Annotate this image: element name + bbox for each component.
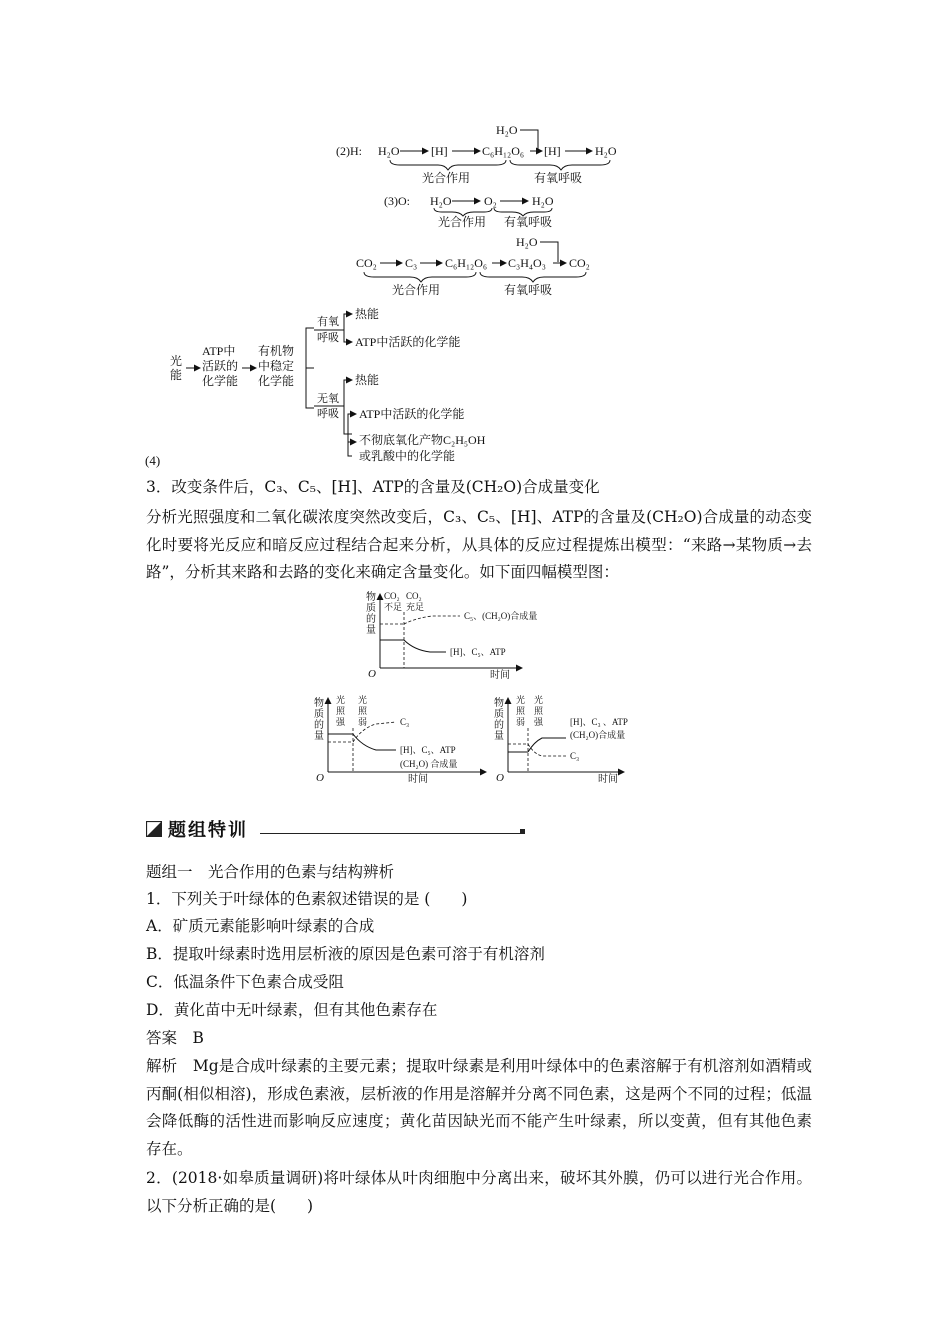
g3-top1: 弱 [516, 717, 526, 727]
g1-ylabel: 物 [366, 592, 376, 603]
eqc-item: CO₂ [356, 256, 377, 270]
eq3-label-photosynthesis: 光合作用 [438, 215, 487, 229]
section-rule [260, 833, 522, 834]
section3-title: 3．改变条件后，C₃、C₅、[H]、ATP的含量及(CH₂O)合成量变化 [146, 478, 600, 496]
graph-light-weak-to-strong [490, 692, 650, 786]
analysis-1: 解析 Mg是合成叶绿素的主要元素；提取叶绿素是利用叶绿体中的色素溶解于有机溶剂如酒精或丙酮(相似相溶)，形成色素液，层析液的作用是溶解并分离不同色素，这是两个不同的过程；低温会降低酶的活性进而影响反应速度；黄化苗因缺光而不能产生叶绿素，所以变黄，但有其他色素存在。 [146, 1057, 812, 1158]
energy-organic: 有机物 [258, 344, 295, 358]
eqc-label-photosynthesis: 光合作用 [392, 283, 441, 297]
g2-top2: 弱 [358, 717, 368, 727]
g1-xlabel: 时间 [490, 670, 510, 680]
g3-top1: 光 [516, 695, 526, 705]
g2-xlabel: 时间 [408, 774, 428, 785]
g2-origin: O [316, 772, 324, 784]
eq3-item: O₂ [484, 194, 497, 208]
energy-flow-figure [140, 306, 540, 470]
g1-lower: [H]、C₅、ATP [450, 647, 506, 657]
energy-source: 能 [170, 368, 183, 382]
eq2-item: [H] [431, 144, 448, 158]
eq2-label-respiration: 有氧呼吸 [534, 171, 583, 185]
g1-top2: 充足 [406, 602, 425, 612]
eq2-item: [H] [544, 144, 561, 158]
g2-ylabel: 量 [314, 731, 324, 742]
energy-organic: 中稳定 [258, 359, 295, 373]
g2-ylabel: 的 [314, 720, 324, 731]
g2-top2: 光 [358, 695, 368, 705]
g1-top2: CO₂ [406, 591, 422, 601]
g3-lower: C₃ [570, 751, 580, 761]
section-heading-label: 题组特训 [168, 820, 248, 841]
section3-body: 分析光照强度和二氧化碳浓度突然改变后，C₃、C₅、[H]、ATP的含量及(CH₂O)合成量的动态变化时要将光反应和暗反应过程结合起来分析，从具体的反应过程提炼出模型：“来路→某物质→去路”，分析其来路和去路的变化来确定含量变化。如下面四幅模型图： [146, 508, 812, 581]
g3-ylabel: 量 [494, 731, 504, 742]
energy-anaerobic: 无氧 [317, 393, 339, 405]
equation-o-figure [380, 190, 580, 232]
group1-title: 题组一 光合作用的色素与结构辨析 [146, 863, 395, 881]
g2-top1: 照 [336, 706, 346, 716]
energy-atp: 化学能 [202, 374, 239, 388]
g3-xlabel: 时间 [598, 774, 618, 785]
eq3-item: H₂O [430, 194, 452, 208]
g3-origin: O [496, 772, 504, 784]
eq2-branch: H₂O [496, 123, 518, 137]
g2-top1: 光 [336, 695, 346, 705]
g2-top1: 强 [336, 717, 346, 727]
g3-upper2: (CH₂O)合成量 [570, 730, 626, 740]
option-1b: B．提取叶绿素时选用层析液的原因是色素可溶于有机溶剂 [146, 945, 545, 963]
eq3-label-respiration: 有氧呼吸 [504, 215, 553, 229]
g1-ylabel: 的 [366, 614, 376, 625]
g1-ylabel: 质 [366, 603, 376, 614]
eqc-item: C₃ [405, 256, 418, 270]
g2-ylabel: 质 [314, 709, 324, 720]
g2-top2: 照 [358, 706, 368, 716]
eqc-branch: H₂O [516, 235, 538, 249]
g3-top2: 强 [534, 717, 544, 727]
question-1: 1．下列关于叶绿体的色素叙述错误的是 ( ) [146, 890, 468, 908]
eqc-item: C₃H₄O₃ [508, 256, 546, 270]
option-1a: A．矿质元素能影响叶绿素的合成 [146, 917, 375, 935]
g3-top1: 照 [516, 706, 526, 716]
equation-h-figure [330, 118, 630, 188]
energy-heat2: 热能 [355, 373, 380, 387]
eq2-item: H₂O [378, 144, 400, 158]
energy-atp: 活跃的 [202, 359, 239, 373]
g2-lower1: [H]、C₅、ATP [400, 745, 456, 755]
energy-organic: 化学能 [258, 374, 295, 388]
g2-ylabel: 物 [314, 698, 324, 709]
energy-anaerobic: 呼吸 [317, 408, 339, 420]
answer-1: 答案 B [146, 1029, 204, 1047]
energy-atp2: ATP中活跃的化学能 [359, 407, 465, 421]
eq2-label-photosynthesis: 光合作用 [422, 171, 471, 185]
g3-ylabel: 的 [494, 720, 504, 731]
energy-aerobic: 呼吸 [317, 332, 339, 344]
g3-top2: 光 [534, 695, 544, 705]
eq3-prefix: (3)O: [384, 194, 410, 208]
eqc-item: CO₂ [569, 256, 590, 270]
g2-upper: C₃ [400, 717, 410, 727]
eq2-item: C₆H₁₂O₆ [482, 144, 525, 158]
energy-atp1: ATP中活跃的化学能 [355, 335, 461, 349]
eq2-prefix: (2)H: [336, 144, 362, 158]
section-heading [146, 816, 546, 842]
energy-atp: ATP中 [202, 344, 236, 358]
energy-source: 光 [170, 354, 183, 368]
section-rule-end [520, 829, 525, 834]
graph-co2 [360, 588, 560, 680]
eqc-label-respiration: 有氧呼吸 [504, 283, 553, 297]
energy-heat1: 热能 [355, 307, 380, 321]
energy-incomplete: 或乳酸中的化学能 [359, 449, 456, 463]
energy-incomplete: 不彻底氧化产物C₂H₅OH [359, 433, 486, 447]
energy-label-4: (4) [145, 453, 161, 468]
g1-upper: C₅、(CH₂O)合成量 [464, 611, 538, 621]
eq3-item: H₂O [532, 194, 554, 208]
g1-ylabel: 量 [366, 625, 376, 636]
g1-origin: O [368, 668, 376, 680]
question-2: 2．(2018·如皋质量调研)将叶绿体从叶肉细胞中分离出来，破坏其外膜，仍可以进行光合作用。以下分析正确的是( ) [146, 1169, 812, 1215]
eq2-item: H₂O [595, 144, 617, 158]
corner-mark-icon [146, 821, 162, 837]
energy-aerobic: 有氧 [317, 316, 339, 328]
g3-ylabel: 物 [494, 698, 504, 709]
g3-upper1: [H]、C₃ 、ATP [570, 717, 628, 727]
g1-top1: CO₂ [384, 591, 400, 601]
equation-c-figure [350, 234, 610, 300]
option-1c: C．低温条件下色素合成受阻 [146, 973, 344, 991]
g2-lower2: (CH₂O) 合成量 [400, 759, 458, 769]
g3-ylabel: 质 [494, 709, 504, 720]
eqc-item: C₆H₁₂O₆ [445, 256, 488, 270]
g3-top2: 照 [534, 706, 544, 716]
graph-light-strong-to-weak [310, 692, 490, 786]
g1-top1: 不足 [384, 602, 403, 612]
option-1d: D．黄化苗中无叶绿素，但有其他色素存在 [146, 1001, 438, 1019]
